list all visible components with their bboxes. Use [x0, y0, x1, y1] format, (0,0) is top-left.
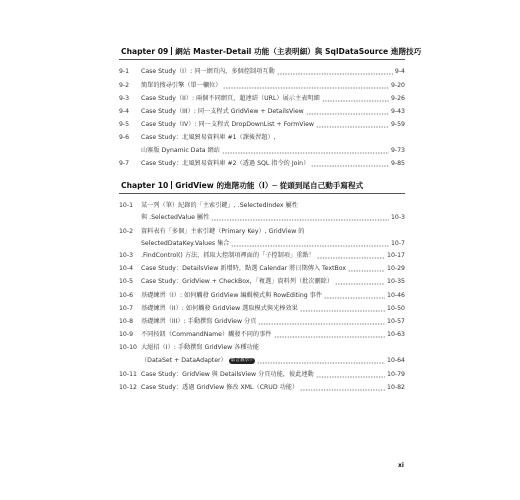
entry-title: 山寨版 Dynamic Data 網站	[141, 147, 220, 154]
dot-leader	[258, 316, 385, 328]
dot-leader	[300, 303, 385, 315]
toc-entry[interactable]	[119, 66, 405, 78]
toc-entry[interactable]	[119, 132, 405, 144]
toc-entry[interactable]	[119, 369, 405, 381]
entry-number: 10-9	[119, 331, 134, 338]
entry-title: Case Study：北風貿易資料庫 #1（課後習題）,	[141, 134, 276, 141]
entry-title: Case Study（IV）: 同一支程式 DropDownList + FormView	[141, 121, 314, 128]
entry-page-number: 10-46	[387, 292, 405, 299]
toc-entry[interactable]	[119, 80, 405, 92]
entry-page-number: 10-29	[387, 265, 405, 272]
entry-title: 簡單的搜尋引擎（單一欄位）	[141, 82, 222, 89]
dot-leader	[257, 355, 385, 367]
dot-leader	[317, 250, 385, 262]
toc-entry[interactable]	[119, 106, 405, 118]
chapter-10-rule	[119, 193, 405, 194]
toc-entry[interactable]	[119, 329, 405, 341]
entry-number: 10-4	[119, 265, 134, 272]
entry-page-number: 10-50	[387, 305, 405, 312]
toc-entry[interactable]	[119, 119, 405, 131]
entry-number: 9-5	[119, 121, 130, 128]
entry-title: Case Study：透過 GridView 修改 XML（CRUD 功能）	[141, 384, 299, 391]
entry-number: 9-4	[119, 108, 130, 115]
dot-leader	[322, 93, 389, 105]
entry-page-number: 10-7	[390, 240, 405, 247]
toc-entry[interactable]	[119, 382, 405, 394]
entry-title: 不同按鈕（CommandName）觸發不同的事件	[141, 331, 272, 338]
entry-page-number: 10-79	[387, 371, 405, 378]
entry-title: 與 .SelectedValue 屬性	[141, 214, 210, 221]
dot-leader	[311, 158, 389, 170]
entry-title: .FindControl() 方法，抓取大控制項裡面的「子控制項」重點！	[141, 252, 315, 259]
entry-title: 大絕招（I）: 手動撰寫 GridView 各種功能	[141, 344, 259, 351]
entry-title: 基礎練習（I）: 如何觸發 GridView 編輯模式與 RowEditing 事件	[141, 292, 323, 299]
toc-entry[interactable]	[119, 290, 405, 302]
entry-page-number: 10-3	[390, 214, 405, 221]
dot-leader	[316, 119, 389, 131]
toc-entry[interactable]	[119, 250, 405, 262]
entry-page-number: 10-63	[387, 331, 405, 338]
entry-title: Case Study：GridView + CheckBox，「複選」資料列（批次刪除）	[141, 278, 334, 285]
page-number: xi	[398, 462, 404, 469]
dot-leader	[348, 263, 385, 275]
dot-leader	[231, 238, 389, 250]
entry-number: 10-5	[119, 278, 134, 285]
dot-leader	[300, 382, 385, 394]
entry-title: Case Study：GridView 與 DetailsView 分頁功能，彼此連動	[141, 371, 314, 378]
toc-entry[interactable]	[119, 200, 405, 212]
entry-number: 9-1	[119, 68, 130, 75]
video-badge: 影音教學!!	[230, 358, 253, 363]
entry-page-number: 10-64	[387, 357, 405, 364]
toc-entry[interactable]	[119, 263, 405, 275]
entry-page-number: 10-17	[387, 252, 405, 259]
toc-entry[interactable]	[119, 342, 405, 354]
entry-number: 10-2	[119, 228, 134, 235]
entry-number: 10-11	[119, 371, 137, 378]
chapter-09-heading: Chapter 09 網站 Master-Detail 功能（主表明細）與 SqlDataSource 進階技巧	[121, 47, 422, 56]
entry-number: 10-7	[119, 305, 134, 312]
toc-entry[interactable]	[119, 303, 405, 315]
entry-title: Case Study：DetailsView 新增時，點選 Calendar 將日期傳入 TextBox	[141, 265, 347, 272]
entry-number: 9-7	[119, 160, 130, 167]
entry-page-number: 9-73	[390, 147, 405, 154]
entry-number: 10-10	[119, 344, 137, 351]
toc-entry[interactable]	[119, 158, 405, 170]
dot-leader	[316, 369, 385, 381]
entry-page-number: 10-82	[387, 384, 405, 391]
entry-page-number: 9-43	[390, 108, 405, 115]
dot-leader	[274, 329, 385, 341]
entry-number: 10-6	[119, 292, 134, 299]
dot-leader	[335, 276, 385, 288]
entry-title: Case Study（II）: 兩個不同網頁，超連結（URL）展示主表明細	[141, 95, 320, 102]
chapter-09-rule	[119, 59, 405, 60]
toc-entry[interactable]	[119, 226, 405, 238]
entry-title: 基礎練習（II）: 如何觸發 GridView 選取模式與光棒效果	[141, 305, 298, 312]
toc-entry[interactable]	[119, 145, 405, 157]
toc-entry[interactable]	[119, 355, 405, 367]
entry-title: （DataSet + DataAdapter） 影音教學!!	[141, 357, 253, 364]
entry-number: 9-6	[119, 134, 130, 141]
dot-leader	[211, 212, 389, 224]
entry-title: 基礎練習（III）: 手動撰寫 GridView 分頁	[141, 318, 257, 325]
chapter-10-heading: Chapter 10 GridView 的進階功能（I）─ 從頭到尾自己動手寫程式	[121, 181, 364, 190]
entry-page-number: 10-35	[387, 278, 405, 285]
dot-leader	[222, 145, 389, 157]
entry-title: Case Study（I）: 同一網頁內，多個控制項互動	[141, 68, 275, 75]
entry-number: 10-8	[119, 318, 134, 325]
toc-entry[interactable]	[119, 276, 405, 288]
entry-page-number: 10-57	[387, 318, 405, 325]
toc-entry[interactable]	[119, 238, 405, 250]
dot-leader	[223, 80, 389, 92]
toc-entry[interactable]	[119, 93, 405, 105]
entry-number: 10-1	[119, 202, 134, 209]
entry-number: 9-2	[119, 82, 130, 89]
entry-title: 資料表有「多個」主索引鍵（Primary Key）, GridView 的	[141, 228, 305, 235]
entry-title: Case Study：北風貿易資料庫 #2（透過 SQL 指令的 Join）	[141, 160, 310, 167]
toc-entry[interactable]	[119, 316, 405, 328]
toc-entry[interactable]	[119, 212, 405, 224]
entry-number: 9-3	[119, 95, 130, 102]
dot-leader	[324, 290, 385, 302]
entry-page-number: 9-20	[390, 82, 405, 89]
entry-page-number: 9-85	[390, 160, 405, 167]
entry-title: 某一列（筆）紀錄的「主索引鍵」, .SelectedIndex 屬性	[141, 202, 298, 209]
entry-title: Case Study（III）: 同一支程式 GridView + DetailsView	[141, 108, 304, 115]
entry-number: 10-12	[119, 384, 137, 391]
entry-page-number: 9-26	[390, 95, 405, 102]
entry-page-number: 9-4	[394, 68, 405, 75]
entry-title: SelectedDataKey.Values 集合	[141, 240, 230, 247]
entry-number: 10-3	[119, 252, 134, 259]
entry-page-number: 9-59	[390, 121, 405, 128]
dot-leader	[306, 106, 389, 118]
dot-leader	[277, 66, 393, 78]
